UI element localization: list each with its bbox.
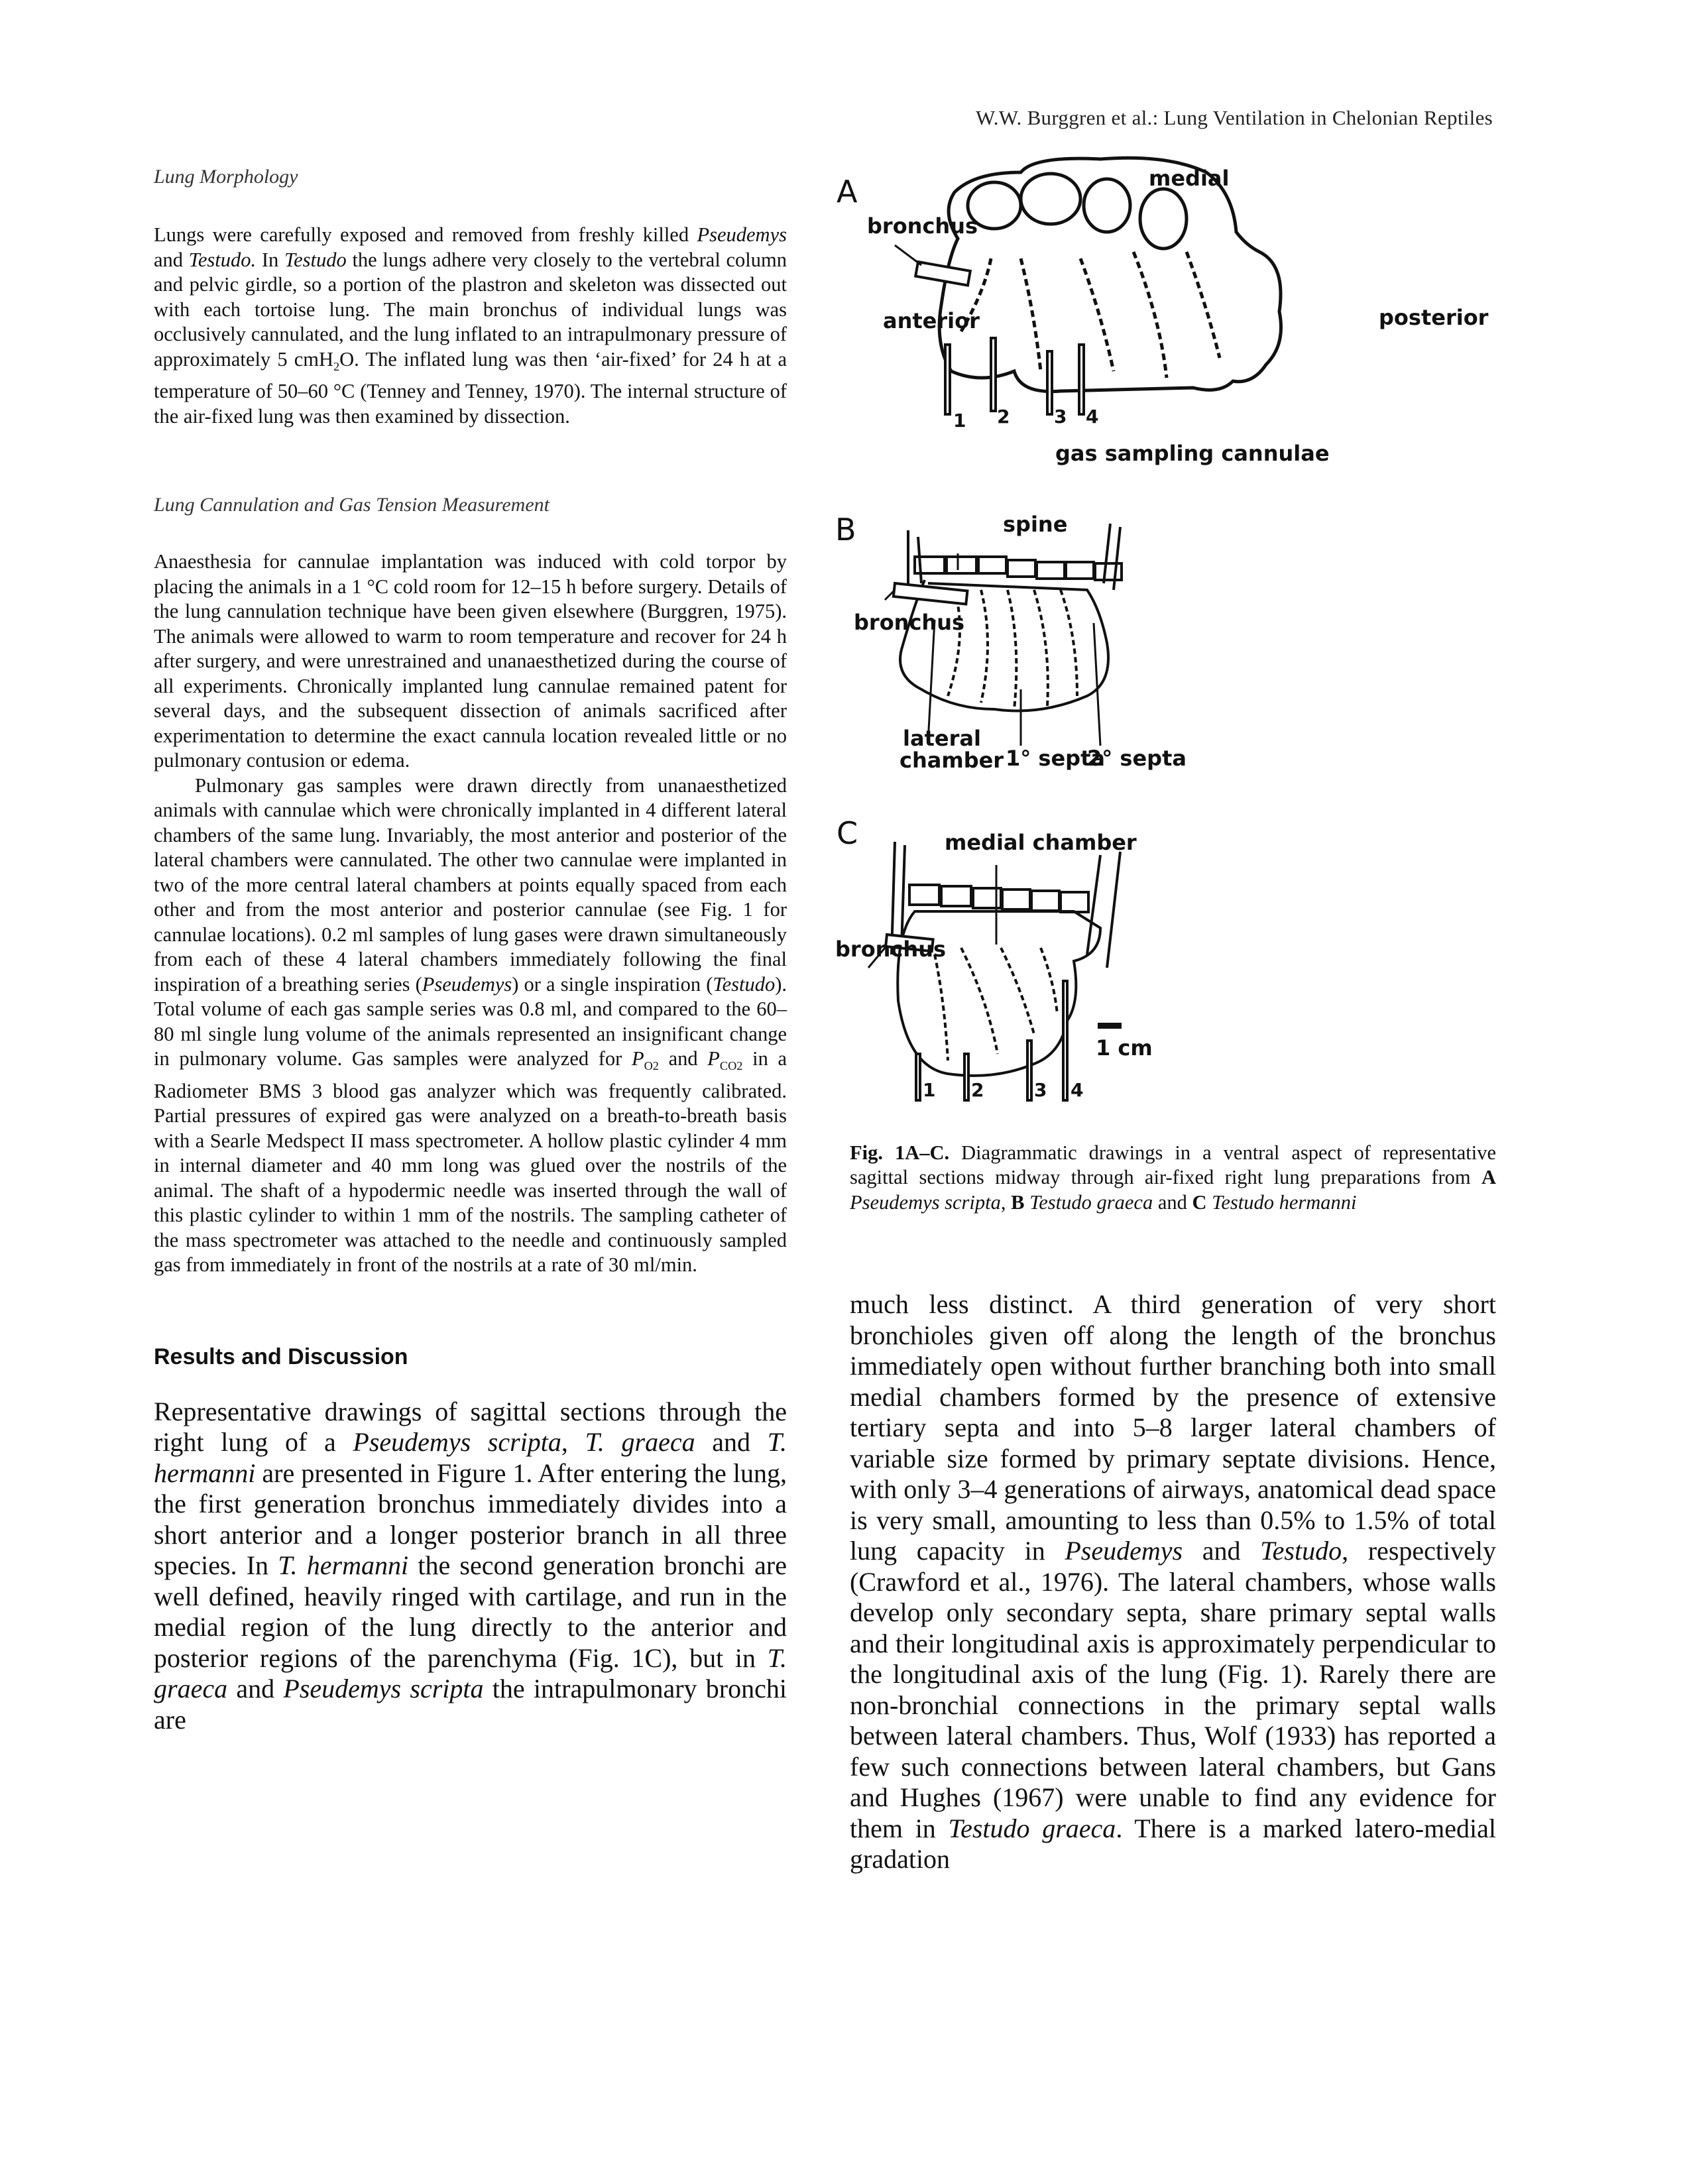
cannulation-paragraph-1: Anaesthesia for cannulae implantation was induced with cold torpor by placing the animals in a 1 °C cold room for 12–15 h before surgery. Details of the lung cannulation technique have been given elsewhere (Burggren, 1975). The animals were allowed to warm to room temperature and recover for 24 h after surgery, and were unrestrained and unanaesthetized during the course of all experiments. Chronically implanted lung cannulae remained patent for several days, and the subsequent dissection of animals sacrificed after experimentation to determine the exact cannula location revealed little or no pulmonary contusion or edema. [154, 550, 787, 772]
lung-morphology-paragraph: Lungs were carefully exposed and removed from freshly killed Pseudemys and Testudo. In Testudo the lungs adhere very closely to the vertebral column and pelvic girdle, so a portion of the plastron and skeleton was dissected out with each tortoise lung. The main bronchus of individual lungs was occlusively cannulated, and the lung inflated to an intrapulmonary pressure of approximately 5 cmH$_2$O. The inflated lung was then ‘air-fixed’ for 24 h at a temperature of 50–60 °C (Tenney and Tenney, 1970). The internal structure of the air-fixed lung was then examined by dissection. [154, 223, 787, 428]
label-bronchus-a: bronchus [867, 213, 978, 239]
cannula-number-1-c: 1 [923, 1079, 936, 1101]
scale-bar [1098, 1023, 1122, 1029]
left-column [154, 166, 787, 1735]
lung-morphology-heading: Lung Morphology [154, 166, 298, 188]
scale-label: 1 cm [1096, 1035, 1153, 1061]
label-spine: spine [1003, 512, 1068, 537]
cannula-number-3-a: 3 [1054, 406, 1067, 428]
results-paragraph-right: much less distinct. A third generation of very short bronchioles given off along the length of the bronchus immediately open without further branching both into small medial chambers formed by the presence of extensive tertiary septa and into 5–8 larger lateral chambers of variable size formed by primary septate divisions. Hence, with only 3–4 generations of airways, anatomical dead space is very small, amounting to less than 0.5% to 1.5% of total lung capacity in Pseudemys and Testudo, respectively (Crawford et al., 1976). The lateral chambers, whose walls develop only secondary septa, share primary septal walls and their longitudinal axis is approximately perpendicular to the longitudinal axis of the lung (Fig. 1). Rarely there are non-bronchial connections in the primary septal walls between lateral chambers. Thus, Wolf (1933) has reported a few such connections between lateral chambers, but Gans and Hughes (1967) were unable to find any evidence for them in Testudo graeca. There is a marked latero-medial gradation [850, 1289, 1496, 1874]
running-head: W.W. Burggren et al.: Lung Ventilation in Chelonian Reptiles [976, 106, 1493, 129]
label-primary-septa: 1° septa [1006, 746, 1105, 771]
label-medial-chamber: medial chamber [945, 830, 1137, 855]
panel-letter-b: B [835, 512, 856, 547]
label-bronchus-c: bronchus [835, 937, 947, 962]
label-secondary-septa: 2° septa [1087, 746, 1187, 771]
label-medial: medial [1149, 166, 1230, 191]
figure-panel-b [822, 490, 1505, 795]
label-anterior: anterior [883, 308, 980, 333]
label-bronchus-b: bronchus [854, 610, 965, 635]
figure-1 [822, 146, 1505, 1100]
right-column [850, 1289, 1496, 1875]
label-posterior: posterior [1379, 305, 1489, 330]
cannula-number-4-a: 4 [1086, 406, 1099, 428]
cannula-number-4-c: 4 [1071, 1079, 1084, 1101]
cannulation-heading: Lung Cannulation and Gas Tension Measurement [154, 494, 550, 516]
cannulation-paragraph-2: Pulmonary gas samples were drawn directly from unanaesthetized animals with cannulae which were chronically implanted in 4 different lateral chambers of the same lung. Invariably, the most anterior and posterior of the lateral chambers were cannulated. The other two cannulae were implanted in two of the more central lateral chambers at points equally spaced from each other and from the most anterior and posterior cannulae (see Fig. 1 for cannulae locations). 0.2 ml samples of lung gases were drawn simultaneously from each of these 4 lateral chambers immediately following the final inspiration of a breathing series (Pseudemys) or a single inspiration (Testudo). Total volume of each gas sample series was 0.8 ml, and compared to the 60–80 ml single lung volume of the animals represented an insignificant change in pulmonary volume. Gas samples were analyzed for $P_{O2}$ and $P_{CO2}$ in a Radiometer BMS 3 blood gas analyzer which was frequently calibrated. Partial pressures of expired gas were analyzed on a breath-to-breath basis with a Searle Medspect II mass spectrometer. A hollow plastic cylinder 4 mm in internal diameter and 40 mm long was glued over the nostrils of the animal. The shaft of a hypodermic needle was inserted through the wall of this plastic cylinder to within 1 mm of the nostrils. The sampling catheter of the mass spectrometer was attached to the needle and continuously sampled gas from immediately in front of the nostrils at a rate of 30 ml/min. [154, 774, 787, 1277]
label-lateral: lateral [903, 726, 981, 751]
cannula-number-2-a: 2 [997, 406, 1010, 428]
results-heading: Results and Discussion [154, 1344, 408, 1369]
panel-letter-a: A [837, 174, 858, 209]
figure-caption: Fig. 1A–C. Diagrammatic drawings in a ventral aspect of representative sagittal sections midway through air-fixed right lung preparations from A Pseudemys scripta, B Testudo graeca and C Testudo hermanni [850, 1141, 1496, 1214]
cannula-number-1-a: 1 [953, 410, 966, 431]
label-chamber: chamber [900, 748, 1004, 773]
figure-panel-c [822, 802, 1505, 1100]
cannula-number-2-c: 2 [971, 1079, 984, 1101]
panel-letter-c: C [837, 815, 858, 851]
figure-panel-a [822, 146, 1505, 477]
results-paragraph-left: Representative drawings of sagittal sections through the right lung of a Pseudemys scripta, T. graeca and T. hermanni are presented in Figure 1. After entering the lung, the first generation bronchus immediately divides into a short anterior and a longer posterior branch in all three species. In T. hermanni the second generation bronchi are well defined, heavily ringed with cartilage, and run in the medial region of the lung directly to the anterior and posterior regions of the parenchyma (Fig. 1C), but in T. graeca and Pseudemys scripta the intrapulmonary bronchi are [154, 1396, 787, 1735]
label-gas-sampling-cannulae: gas sampling cannulae [1055, 441, 1330, 466]
cannula-number-3-c: 3 [1034, 1079, 1047, 1101]
